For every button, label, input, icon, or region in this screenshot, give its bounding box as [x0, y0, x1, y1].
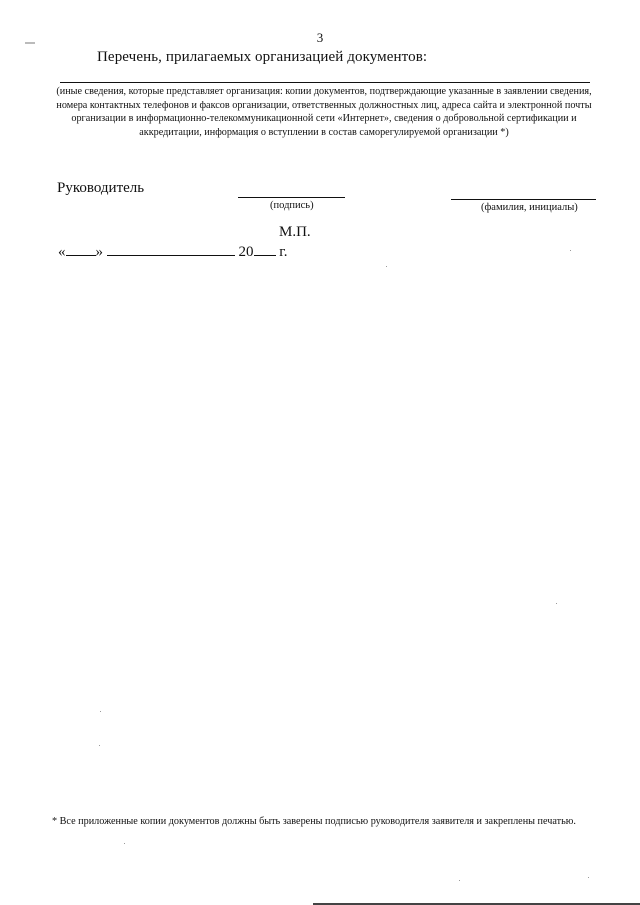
scan-speck — [570, 250, 571, 251]
scan-speck — [25, 42, 35, 44]
scan-speck — [588, 877, 589, 878]
scan-speck — [124, 843, 125, 844]
scan-speck — [100, 711, 101, 712]
name-caption: (фамилия, инициалы) — [481, 202, 578, 213]
document-list-note: (иные сведения, которые представляет организация: копии документов, подтверждающие указанные в заявлении сведения, номера контактных телефонов и факсов организации, ответственных должностных лиц, адреса сайта и электронной почты организации в информационно-телекоммуникационной сети «Интернет», сведения о добровольной сертификации и аккредитации, информация о вступлении в состав саморегулируемой организации *) — [56, 86, 592, 138]
signature-line — [238, 197, 345, 198]
scan-speck — [99, 745, 100, 746]
date-close-quote: » — [95, 244, 103, 260]
day-blank — [66, 241, 96, 256]
footnote: * Все приложенные копии документов должны быть заверены подписью руководителя заявителя и закреплены печатью. — [52, 816, 576, 827]
scan-speck — [386, 266, 387, 267]
month-blank — [107, 241, 235, 256]
director-label: Руководитель — [57, 180, 145, 196]
name-line — [451, 199, 596, 200]
date-line — [58, 241, 287, 261]
stamp-place-label: М.П. — [279, 224, 311, 240]
document-list-heading: Перечень, прилагаемых организацией документов: — [97, 49, 428, 65]
year-blank — [254, 241, 276, 256]
year-prefix: 20 — [238, 244, 254, 260]
page-number: 3 — [316, 30, 324, 45]
date-open-quote: « — [58, 244, 66, 260]
document-list-line — [60, 82, 590, 83]
year-suffix: г. — [279, 244, 288, 260]
scan-speck — [459, 880, 460, 881]
scan-speck — [556, 603, 557, 604]
signature-caption: (подпись) — [270, 200, 314, 211]
